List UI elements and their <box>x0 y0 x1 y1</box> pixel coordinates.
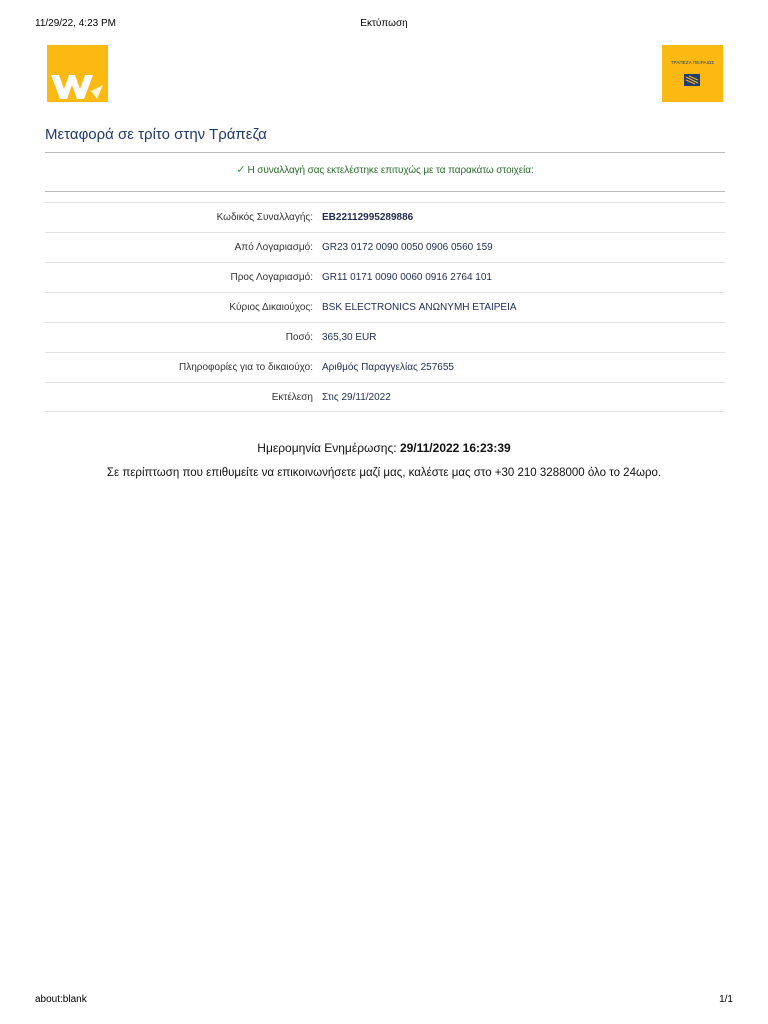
w-logo-icon <box>47 45 108 102</box>
detail-label: Ποσό: <box>285 332 313 343</box>
update-label: Ημερομηνία Ενημέρωσης: <box>257 441 397 455</box>
detail-row-from-account <box>45 232 725 262</box>
transaction-details <box>45 202 725 412</box>
detail-value: 365,30 EUR <box>322 332 377 343</box>
detail-label: Εκτέλεση <box>271 392 313 403</box>
detail-label: Προς Λογαριασμό: <box>230 272 313 283</box>
update-line <box>0 441 768 455</box>
contact-text: Σε περίπτωση που επιθυμείτε να επικοινωνήσετε μαζί μας, καλέστε μας στο +30 210 3288000 όλο το 24ωρο. <box>106 467 662 479</box>
print-page-number: 1/1 <box>719 994 733 1005</box>
success-divider <box>45 191 725 192</box>
checkmark-icon: ✓ <box>236 164 246 176</box>
print-title: Εκτύπωση <box>360 18 408 29</box>
detail-row-execution <box>45 382 725 412</box>
detail-value: GR23 0172 0090 0050 0906 0560 159 <box>322 242 493 253</box>
detail-row-amount <box>45 322 725 352</box>
print-url: about:blank <box>35 994 87 1005</box>
page-title: Μεταφορά σε τρίτο στην Τράπεζα <box>45 126 267 143</box>
title-divider <box>45 152 725 153</box>
detail-row-beneficiary <box>45 292 725 322</box>
detail-row-beneficiary-info <box>45 352 725 382</box>
detail-value: Αριθμός Παραγγελίας 257655 <box>322 362 454 373</box>
detail-row-transaction-code <box>45 202 725 232</box>
detail-row-to-account <box>45 262 725 292</box>
detail-value: BSK ELECTRONICS ΑΝΩΝΥΜΗ ΕΤΑΙΡΕΙΑ <box>322 302 517 313</box>
bank-mark-icon <box>684 74 700 86</box>
bank-logo <box>662 45 723 102</box>
detail-label: Κύριος Δικαιούχος: <box>229 302 313 313</box>
update-value: 29/11/2022 16:23:39 <box>399 441 511 455</box>
success-message <box>45 163 725 176</box>
detail-value: EB22112995289886 <box>322 212 414 223</box>
print-datetime: 11/29/22, 4:23 PM <box>35 18 116 29</box>
detail-label: Από Λογαριασμό: <box>234 242 313 253</box>
detail-value: Στις 29/11/2022 <box>322 392 391 403</box>
detail-label: Πληροφορίες για το δικαιούχο: <box>179 362 313 373</box>
detail-value: GR11 0171 0090 0060 0916 2764 101 <box>322 272 492 283</box>
bank-logo-name: ΤΡΑΠΕΖΑ ΠΕΙΡΑΙΩΣ <box>670 60 715 65</box>
detail-label: Κωδικός Συναλλαγής: <box>216 212 313 223</box>
success-text: Η συναλλαγή σας εκτελέστηκε επιτυχώς με τα παρακάτω στοιχεία: <box>247 165 534 176</box>
